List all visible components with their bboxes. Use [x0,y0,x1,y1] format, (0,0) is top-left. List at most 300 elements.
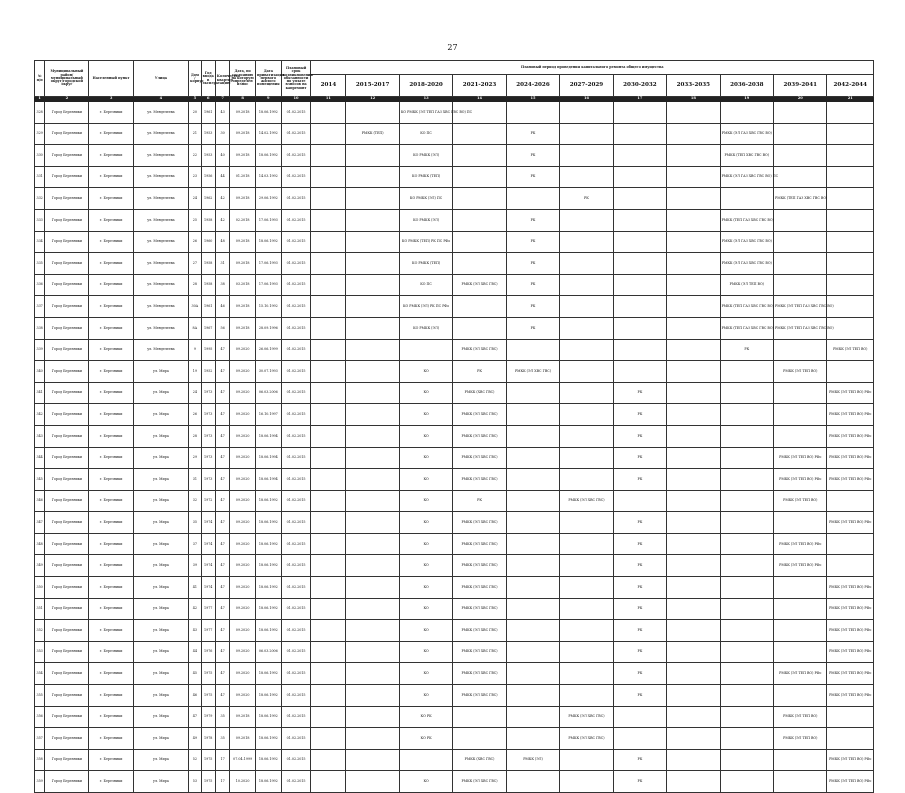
settlement-cell: г. Березники [89,166,133,188]
work-cell-y2015 [346,641,399,663]
municipality-cell: Город Березники [45,404,89,426]
work-cell-y2027 [560,533,613,555]
work-cell-y2030 [613,361,666,383]
street-cell: ул. Мира [133,425,189,447]
work-cell-y2024: РК [506,209,559,231]
work-cell-y2021: РК [453,490,506,512]
work-cell-y2024 [506,188,559,210]
work-cell-y2021 [453,317,506,339]
work-cell-y2018: КО [399,469,452,491]
column-number: 17 [613,97,666,102]
street-cell: ул. Менделеева [133,209,189,231]
work-cell-y2039: РМКК (ЭЛ ТЕП ВО) РФо [774,663,827,685]
work-cell-y2036 [720,102,773,124]
street-cell: ул. Мира [133,685,189,707]
work-cell-y2021: РМКК (ЭЛ ХВС ГВС) [453,512,506,534]
apartments-cell: 47 [215,598,229,620]
work-cell-y2033 [667,404,720,426]
settlement-cell: г. Березники [89,361,133,383]
work-cell-y2027 [560,663,613,685]
table-row [35,145,874,167]
house-cell: 32 [189,490,201,512]
municipality-cell: Город Березники [45,339,89,361]
work-cell-y2027 [560,641,613,663]
privatization-date-cell: 09.2020 [230,361,256,383]
first-privatization-cell: 14.02.1992 [255,123,281,145]
work-cell-y2033 [667,555,720,577]
house-cell: 52 [189,749,201,771]
work-cell-y2018: КО [399,533,452,555]
work-cell-y2018: КО РМКК (ТЕП) РК ПС РФо [399,231,452,253]
house-cell: 8А [189,317,201,339]
year-built-cell: 1975 [201,663,215,685]
limit-term-cell: 01.02.2015 [281,749,311,771]
table-row [35,555,874,577]
work-cell-y2014 [311,771,346,793]
limit-term-cell: 01.02.2015 [281,166,311,188]
work-cell-y2021 [453,166,506,188]
street-cell: ул. Мира [133,706,189,728]
first-privatization-cell: 29.06.1992 [255,188,281,210]
house-cell: 19 [189,361,201,383]
work-cell-y2014 [311,533,346,555]
table-row [35,382,874,404]
work-cell-y2027 [560,209,613,231]
table-row [35,274,874,296]
work-cell-y2021: РМКК (ЭЛ ХВС ГВС) [453,577,506,599]
header-year-2014: 2014 [311,75,346,97]
work-cell-y2021 [453,145,506,167]
work-cell-y2030: РК [613,771,666,793]
work-cell-y2027 [560,382,613,404]
settlement-cell: г. Березники [89,533,133,555]
work-cell-y2024 [506,620,559,642]
house-cell: 9 [189,339,201,361]
limit-term-cell: 01.02.2015 [281,685,311,707]
header-year-2030-2032: 2030-2032 [613,75,666,97]
work-cell-y2024 [506,728,559,750]
limit-term-cell: 01.02.2015 [281,274,311,296]
table-row [35,339,874,361]
year-built-cell: 1974 [201,512,215,534]
house-cell: 23 [189,166,201,188]
apartments-cell: 47 [215,339,229,361]
work-cell-y2018: КО РМКК (ЭЛ) РК ПС РФо [399,296,452,318]
first-privatization-cell: 18.06.1992 [255,663,281,685]
work-cell-y2015 [346,209,399,231]
privatization-date-cell: 09.2020 [230,490,256,512]
work-cell-y2021 [453,706,506,728]
apartments-cell: 40 [215,145,229,167]
first-privatization-cell: 18.06.1994 [255,425,281,447]
work-cell-y2033 [667,382,720,404]
year-built-cell: 1967 [201,317,215,339]
work-cell-y2014 [311,317,346,339]
first-privatization-cell: 18.06.1992 [255,231,281,253]
year-built-cell: 1975 [201,771,215,793]
privatization-date-cell: 09.2020 [230,685,256,707]
municipality-cell: Город Березники [45,188,89,210]
settlement-cell: г. Березники [89,123,133,145]
work-cell-y2033 [667,317,720,339]
apartments-cell: 47 [215,685,229,707]
street-cell: ул. Мира [133,382,189,404]
settlement-cell: г. Березники [89,382,133,404]
work-cell-y2015 [346,317,399,339]
privatization-date-cell: 09.2018 [230,123,256,145]
limit-term-cell: 01.02.2015 [281,188,311,210]
work-cell-y2024: РК [506,166,559,188]
privatization-date-cell: 09.2020 [230,339,256,361]
work-cell-y2021: РМКК (ЭЛ ХВС ГВС) [453,447,506,469]
work-cell-y2033 [667,577,720,599]
work-cell-y2036 [720,469,773,491]
header-year-2036-2038: 2036-2038 [720,75,773,97]
work-cell-y2039: РМКК (ЭЛ ТЕП ВО) [774,706,827,728]
table-row [35,577,874,599]
work-cell-y2030 [613,317,666,339]
work-cell-y2024 [506,533,559,555]
street-cell: ул. Мира [133,749,189,771]
house-cell: 20 [189,102,201,124]
privatization-date-cell: 07.04.1999 [230,749,256,771]
work-cell-y2018: КО [399,685,452,707]
work-cell-y2036 [720,382,773,404]
settlement-cell: г. Березники [89,749,133,771]
row-number: 356 [35,706,45,728]
work-cell-y2042: РМКК (ЭЛ ТЕП ВО) РФо [827,404,874,426]
first-privatization-cell: 17.06.1993 [255,274,281,296]
work-cell-y2039 [774,577,827,599]
work-cell-y2039 [774,382,827,404]
work-cell-y2015 [346,145,399,167]
privatization-date-cell: 03.2018 [230,274,256,296]
row-number: 353 [35,641,45,663]
work-cell-y2036 [720,188,773,210]
work-cell-y2039: РМКК (ЭЛ ТЕП ГАЗ ХВС ГВС ВО) [774,296,827,318]
table-row [35,663,874,685]
work-cell-y2015 [346,274,399,296]
table-row [35,706,874,728]
street-cell: ул. Менделеева [133,274,189,296]
work-cell-y2014 [311,706,346,728]
apartments-cell: 47 [215,641,229,663]
work-cell-y2018: КО [399,361,452,383]
table-row [35,317,874,339]
work-cell-y2027 [560,166,613,188]
table-row [35,209,874,231]
settlement-cell: г. Березники [89,620,133,642]
header-planned-period: Плановый период проведения капитального ремонта общего имущества [311,61,874,75]
privatization-date-cell: 09.2020 [230,512,256,534]
work-cell-y2033 [667,749,720,771]
municipality-cell: Город Березники [45,706,89,728]
work-cell-y2030 [613,339,666,361]
work-cell-y2027 [560,253,613,275]
house-cell: 30А [189,296,201,318]
work-cell-y2039 [774,685,827,707]
year-built-cell: 1956 [201,166,215,188]
work-cell-y2042: РМКК (ЭЛ ТЕП ВО) РФо [827,771,874,793]
street-cell: ул. Мира [133,577,189,599]
work-cell-y2042 [827,253,874,275]
work-cell-y2033 [667,231,720,253]
year-built-cell: 1961 [201,296,215,318]
work-cell-y2030 [613,231,666,253]
row-number: 338 [35,317,45,339]
work-cell-y2030 [613,209,666,231]
work-cell-y2027 [560,274,613,296]
header-year-2021-2023: 2021-2023 [453,75,506,97]
work-cell-y2027 [560,447,613,469]
settlement-cell: г. Березники [89,771,133,793]
limit-term-cell: 01.02.2015 [281,512,311,534]
work-cell-y2042 [827,102,874,124]
work-cell-y2030: РК [613,533,666,555]
work-cell-y2042 [827,145,874,167]
work-cell-y2033 [667,339,720,361]
repair-schedule-table [34,60,874,793]
house-cell: 39 [189,555,201,577]
apartments-cell: 43 [215,102,229,124]
work-cell-y2024: РК [506,253,559,275]
work-cell-y2027 [560,685,613,707]
first-privatization-cell: 06.03.2006 [255,382,281,404]
work-cell-y2030 [613,706,666,728]
work-cell-y2033 [667,706,720,728]
work-cell-y2039: РМКК (ЭЛ ТЕП ВО) [774,490,827,512]
apartments-cell: 47 [215,447,229,469]
column-number: 10 [281,97,311,102]
municipality-cell: Город Березники [45,361,89,383]
apartments-cell: 35 [215,706,229,728]
work-cell-y2024 [506,382,559,404]
work-cell-y2021: РК [453,361,506,383]
house-cell: 28 [189,425,201,447]
first-privatization-cell: 16.10.1997 [255,404,281,426]
work-cell-y2027 [560,620,613,642]
work-cell-y2024: РК [506,145,559,167]
limit-term-cell: 01.02.2015 [281,209,311,231]
work-cell-y2021: РМКК (ЭЛ ХВС ГВС) [453,620,506,642]
limit-term-cell: 01.02.2015 [281,469,311,491]
house-cell: 42 [189,598,201,620]
work-cell-y2030 [613,102,666,124]
row-number: 357 [35,728,45,750]
work-cell-y2033 [667,598,720,620]
work-cell-y2030 [613,728,666,750]
year-built-cell: 1953 [201,145,215,167]
privatization-date-cell: 09.2018 [230,296,256,318]
work-cell-y2042 [827,728,874,750]
work-cell-y2036 [720,447,773,469]
limit-term-cell: 01.02.2015 [281,620,311,642]
house-cell: 26 [189,404,201,426]
settlement-cell: г. Березники [89,706,133,728]
table-row [35,231,874,253]
work-cell-y2042: РМКК (ЭЛ ТЕП ВО) РФо [827,598,874,620]
work-cell-y2036 [720,361,773,383]
work-cell-y2036 [720,749,773,771]
work-cell-y2024: РК [506,231,559,253]
year-built-cell: 1979 [201,706,215,728]
municipality-cell: Город Березники [45,274,89,296]
work-cell-y2039: РМКК (ЭЛ ТЕП ВО) РФо [774,533,827,555]
work-cell-y2042 [827,706,874,728]
settlement-cell: г. Березники [89,145,133,167]
column-number: 6 [201,97,215,102]
limit-term-cell: 01.02.2015 [281,771,311,793]
work-cell-y2014 [311,102,346,124]
settlement-cell: г. Березники [89,490,133,512]
work-cell-y2033 [667,533,720,555]
house-cell: 53 [189,771,201,793]
work-cell-y2014 [311,598,346,620]
street-cell: ул. Менделеева [133,145,189,167]
table-row [35,749,874,771]
work-cell-y2021: РМКК (ЭЛ ХВС ГВС) [453,598,506,620]
limit-term-cell: 01.02.2015 [281,447,311,469]
work-cell-y2021 [453,728,506,750]
work-cell-y2036: РМКК (ЭЛ ГАЗ ХВС ГВС ВО) [720,123,773,145]
work-cell-y2021 [453,209,506,231]
apartments-cell: 47 [215,533,229,555]
work-cell-y2039 [774,166,827,188]
table-row [35,469,874,491]
work-cell-y2030: РК [613,620,666,642]
work-cell-y2039: РМКК (ЭЛ ТЕП ВО) [774,361,827,383]
work-cell-y2015 [346,728,399,750]
apartments-cell: 47 [215,490,229,512]
work-cell-y2033 [667,490,720,512]
column-number: 19 [720,97,773,102]
house-cell: 28 [189,274,201,296]
work-cell-y2014 [311,209,346,231]
settlement-cell: г. Березники [89,512,133,534]
work-cell-y2018: КО РМКК (ЭЛ) ПС [399,188,452,210]
first-privatization-cell: 18.06.1994 [255,447,281,469]
work-cell-y2030: РК [613,641,666,663]
work-cell-y2021: РМКК (ЭЛ ХВС ГВС) [453,685,506,707]
municipality-cell: Город Березники [45,641,89,663]
settlement-cell: г. Березники [89,102,133,124]
work-cell-y2039 [774,425,827,447]
first-privatization-cell: 18.06.1992 [255,598,281,620]
work-cell-y2027 [560,404,613,426]
work-cell-y2027 [560,102,613,124]
work-cell-y2042: РМКК (ЭЛ ТЕП ВО) РФо [827,425,874,447]
first-privatization-cell: 17.06.1993 [255,253,281,275]
privatization-date-cell: 09.2020 [230,663,256,685]
work-cell-y2033 [667,102,720,124]
work-cell-y2024 [506,425,559,447]
municipality-cell: Город Березники [45,490,89,512]
work-cell-y2014 [311,490,346,512]
work-cell-y2015 [346,425,399,447]
work-cell-y2027 [560,555,613,577]
work-cell-y2018: КО [399,490,452,512]
work-cell-y2030: РК [613,512,666,534]
apartments-cell: 30 [215,123,229,145]
column-number: 5 [189,97,201,102]
work-cell-y2030: РК [613,749,666,771]
work-cell-y2024 [506,598,559,620]
limit-term-cell: 01.02.2015 [281,425,311,447]
work-cell-y2033 [667,641,720,663]
work-cell-y2030: РК [613,447,666,469]
house-cell: 46 [189,685,201,707]
work-cell-y2036 [720,771,773,793]
work-cell-y2024: РК [506,296,559,318]
apartments-cell: 31 [215,253,229,275]
work-cell-y2036: РМКК (ЭЛ ГАЗ ХВС ГВС ВО) ПС [720,166,773,188]
row-number: 345 [35,469,45,491]
first-privatization-cell: 18.06.1992 [255,749,281,771]
settlement-cell: г. Березники [89,641,133,663]
year-built-cell: 1958 [201,274,215,296]
house-cell: 45 [189,663,201,685]
first-privatization-cell: 18.06.1992 [255,490,281,512]
work-cell-y2015 [346,447,399,469]
work-cell-y2027 [560,512,613,534]
work-cell-y2039 [774,145,827,167]
row-number: 359 [35,771,45,793]
work-cell-y2018: КО РМКК (ТЕП) [399,253,452,275]
first-privatization-cell: 06.03.2006 [255,641,281,663]
work-cell-y2030: РК [613,685,666,707]
work-cell-y2015 [346,404,399,426]
year-built-cell: 1995 [201,339,215,361]
street-cell: ул. Мендeлеева [133,102,189,124]
work-cell-y2036: РМКК (ЭЛ ТЕП ВО) [720,274,773,296]
work-cell-y2042 [827,231,874,253]
year-built-cell: 1975 [201,749,215,771]
work-cell-y2030 [613,253,666,275]
work-cell-y2030 [613,145,666,167]
column-number: 4 [133,97,189,102]
first-privatization-cell: 18.06.1992 [255,102,281,124]
work-cell-y2042 [827,490,874,512]
work-cell-y2014 [311,253,346,275]
work-cell-y2036 [720,706,773,728]
apartments-cell: 47 [215,512,229,534]
work-cell-y2015 [346,382,399,404]
limit-term-cell: 01.02.2015 [281,404,311,426]
work-cell-y2033 [667,620,720,642]
settlement-cell: г. Березники [89,317,133,339]
privatization-date-cell: 09.2020 [230,447,256,469]
work-cell-y2036: РМКК (ТЕП ГАЗ ХВС ГВС ВО) [720,317,773,339]
work-cell-y2033 [667,469,720,491]
work-cell-y2018: КО [399,555,452,577]
first-privatization-cell: 18.06.1992 [255,512,281,534]
work-cell-y2021: РМКК (ХВС ГВС) [453,749,506,771]
work-cell-y2021 [453,123,506,145]
apartments-cell: 47 [215,404,229,426]
work-cell-y2018: КО [399,382,452,404]
street-cell: ул. Менделеева [133,296,189,318]
header-limit-term: Плановый срок возникновения обязанности по уплате взносов на капремонт [281,61,311,97]
privatization-date-cell: 02.2018 [230,209,256,231]
work-cell-y2021: РМКК (ЭЛ ХВС ГВС) [453,663,506,685]
privatization-date-cell: 09.2020 [230,533,256,555]
work-cell-y2014 [311,382,346,404]
apartments-cell: 47 [215,555,229,577]
work-cell-y2024: РК [506,123,559,145]
header-idx: № п/п [35,61,45,97]
work-cell-y2036 [720,425,773,447]
street-cell: ул. Менделеева [133,123,189,145]
